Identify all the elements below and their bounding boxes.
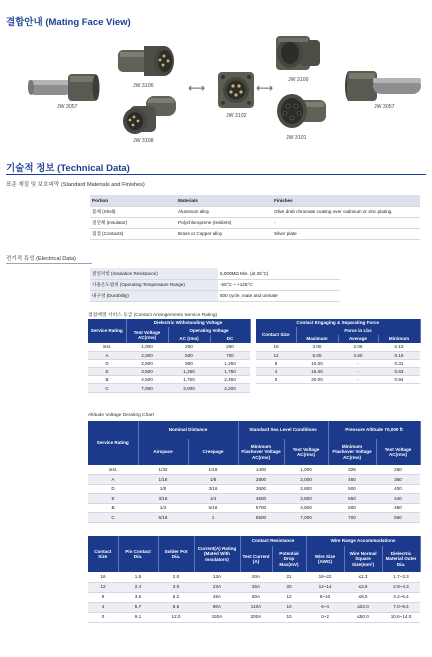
table-cell: 360 (376, 475, 420, 485)
table-cell: 23A (194, 582, 240, 592)
table-cell: 480 (376, 503, 420, 513)
table-row (88, 368, 250, 376)
table-cell: 4,500 (126, 376, 168, 384)
test-voltage-header: Test Voltage AC(rms) (284, 439, 328, 465)
table-cell: E (88, 494, 138, 504)
table-cell: 35A (240, 582, 272, 592)
table-row (90, 228, 420, 239)
table-cell: 2.0 (158, 572, 194, 582)
table-cell: 12~14 (306, 582, 344, 592)
table-cell: 4500 (238, 494, 284, 504)
table-cell: 1/16 (138, 475, 188, 485)
table-cell: 1/4 (138, 503, 188, 513)
table-cell: 8 (88, 592, 118, 602)
table-cell: 3.50 (338, 351, 378, 359)
table-cell: 절연체 (Insulator) (90, 217, 176, 228)
table-row (88, 494, 420, 504)
operating-voltage-header: Operating Voltage (168, 327, 250, 335)
table-cell: 4 (88, 602, 118, 612)
table-cell: 200A (240, 612, 272, 622)
current-rating-header: Current(A) Rating (Mated With Insulators) (194, 536, 240, 572)
contact-engaging-header: Contact Engaging & Separating Force (256, 319, 420, 327)
table-cell: 8 (256, 359, 296, 367)
table-cell: - (338, 376, 378, 384)
jw3057-left-image (28, 70, 100, 104)
table-cell: B (88, 376, 126, 384)
table-cell: 16~22 (306, 572, 344, 582)
electrical-subtitle: 전기적 특성 (Electrical Data) (6, 256, 76, 262)
table-cell: 1,000 (284, 465, 328, 475)
table-cell: 7,000 (126, 384, 168, 392)
table-header-row (88, 319, 250, 327)
table-cell: 1,750 (168, 376, 210, 384)
table-cell: 5.00 (296, 351, 338, 359)
table-cell: Olive drab chromate coating over cadmium or zinc plating. (272, 206, 420, 217)
creepage-header: Creepage (188, 439, 238, 465)
table-cell: 0.31 (378, 359, 420, 367)
potential-drop-header: Potential Drop Max(mV) (272, 546, 306, 572)
table-cell: ≤3.5 (344, 582, 382, 592)
table-cell: 3/16 (138, 494, 188, 504)
table-cell: 0.63 (378, 368, 420, 376)
table-row (256, 368, 420, 376)
table-cell: 8500 (238, 513, 284, 523)
table-cell: 1/16 (188, 465, 238, 475)
force-header: Force in Lbs (296, 327, 420, 335)
table-cell: 500 (328, 484, 376, 494)
table-cell: 절연저항 (Insulation Resistance) (90, 268, 218, 279)
tech-title: 기술적 정보 (Technical Data) (6, 163, 130, 174)
table-cell: 16 (88, 572, 118, 582)
table-cell: 5,000MΩ Min. (at 25°C) (218, 268, 340, 279)
table-cell: 46A (194, 592, 240, 602)
sea-level-header: Standard Sea Level Conditions (238, 421, 328, 439)
table-cell: 2,450 (210, 376, 250, 384)
table-cell: - (338, 368, 378, 376)
materials-table (90, 195, 420, 240)
table-cell: E (88, 368, 126, 376)
dc-header: DC (210, 335, 250, 343)
table-row (88, 582, 420, 592)
table-cell: D (88, 484, 138, 494)
table-cell: 260 (376, 465, 420, 475)
tech-title-rule (6, 174, 426, 175)
table-cell: 5.2 (158, 592, 194, 602)
table-cell: 6~4 (306, 602, 344, 612)
table-cell: 1 (188, 513, 238, 523)
table-row (88, 376, 250, 384)
airspace-header: Airspace (138, 439, 188, 465)
table-row (88, 572, 420, 582)
jw3106-label: JW 3106 (133, 83, 154, 89)
table-cell: 1,250 (168, 368, 210, 376)
table-header-row (256, 327, 420, 335)
table-row (88, 343, 250, 351)
test-voltage-header: Test Voltage AC(rms) (126, 327, 168, 343)
table-cell: 몸체 (Shell) (90, 206, 176, 217)
electrical-table (90, 268, 340, 302)
table-cell: C (88, 384, 126, 392)
table-cell: 1/8 (188, 475, 238, 485)
jw3057-right-label: JW 3057 (374, 104, 395, 110)
table-cell: 3,000 (168, 384, 210, 392)
table-cell: 450 (328, 475, 376, 485)
table-row (88, 602, 420, 612)
table-row (90, 279, 340, 290)
table-row (88, 384, 250, 392)
table-cell: 0.13 (378, 343, 420, 351)
wire-square-header: Wire Normal Square Size(mm²) (344, 546, 382, 572)
min-flashover-header: Minimum Flashover Voltage AC(rms) (328, 439, 376, 465)
table-row (256, 376, 420, 384)
table-cell: 10 (272, 612, 306, 622)
materials-header-row (90, 195, 420, 206)
jw3108-label: JW 3108 (133, 138, 154, 144)
table-cell: 10.6~14.0 (382, 612, 420, 622)
table-cell: 15.00 (296, 368, 338, 376)
table-cell: 900 (168, 359, 210, 367)
table-cell: - (338, 359, 378, 367)
double-arrow-icon: ⟷ (188, 81, 206, 95)
table-cell: 500 cycle, mate and unmate (218, 290, 340, 301)
min-flashover-header: Minimum Flashover Voltage AC(rms) (238, 439, 284, 465)
table-cell: 0~2 (306, 612, 344, 622)
table-row (88, 359, 250, 367)
table-cell: 0.94 (378, 376, 420, 384)
table-cell: inst. (88, 465, 138, 475)
table-cell: ≤8.0 (344, 592, 382, 602)
table-cell: Aluminum alloy (176, 206, 272, 217)
contact-resistance-header: Contact Resistance (240, 536, 306, 546)
table-cell: 560 (376, 513, 420, 523)
table-cell: 5/16 (138, 513, 188, 523)
contact-size-header: Contact Size (256, 327, 296, 343)
jw3100-image (270, 32, 326, 74)
table-row (88, 592, 420, 602)
table-row (88, 503, 420, 513)
table-cell: D (88, 359, 126, 367)
table-cell: A (88, 351, 126, 359)
table-row (90, 268, 340, 279)
ac-header: AC (rms) (168, 335, 210, 343)
table-cell: 60A (240, 592, 272, 602)
jw3101-label: JW 3101 (286, 135, 307, 141)
table-cell: 2,800 (284, 484, 328, 494)
table-cell: 0.19 (378, 351, 420, 359)
table-cell: 2,000 (284, 475, 328, 485)
table-cell: 110A (240, 602, 272, 612)
table-cell: C (88, 513, 138, 523)
table-row (88, 475, 420, 485)
table-row (90, 290, 340, 301)
table-cell: 20 (272, 582, 306, 592)
table-cell: 3,500 (126, 368, 168, 376)
jw3102-image (216, 70, 256, 110)
table-cell: 150A (194, 612, 240, 622)
table-cell: A (88, 475, 138, 485)
table-cell: 16 (256, 343, 296, 351)
materials-header-cell: Materials (176, 195, 272, 206)
dielectric-outer-header: Dielectric Material Outer Dia. (382, 546, 420, 572)
table-cell: 접점 (Contacts) (90, 228, 176, 239)
double-arrow-icon: ⟷ (256, 81, 274, 95)
table-cell: 4,200 (210, 384, 250, 392)
table-cell: 2.9~4.3 (382, 582, 420, 592)
table-header-row (88, 439, 420, 465)
table-cell: Silver plate (272, 228, 420, 239)
table-row (256, 359, 420, 367)
table-cell: 1400 (238, 465, 284, 475)
table-cell: 10 (272, 602, 306, 612)
jw3057-left-label: JW 3057 (57, 104, 78, 110)
table-cell: 500 (168, 351, 210, 359)
table-cell: 3600 (238, 484, 284, 494)
table-cell: Brass or Copper alloy (176, 228, 272, 239)
mating-title: 결합안내 (Mating Face View) (6, 17, 131, 28)
table-cell: 8~10 (306, 592, 344, 602)
pin-contact-header: Pin Contact Dia. (118, 536, 158, 572)
table-cell: B (88, 503, 138, 513)
table-cell: 1/4 (188, 494, 238, 504)
table-cell: 440 (376, 494, 420, 504)
materials-header-cell: Portion (90, 195, 176, 206)
table-row (88, 484, 420, 494)
table-cell: 사용온도범위 (Operating Temperature Range) (90, 279, 218, 290)
jw3108-image (120, 96, 182, 136)
table-row (88, 465, 420, 475)
service-rating-header: Service Rating (88, 319, 126, 343)
jw3102-label: JW 3102 (226, 113, 247, 119)
jw3057-right-image (343, 66, 423, 106)
table-cell: 1,250 (210, 359, 250, 367)
table-cell: 325 (328, 465, 376, 475)
table-cell: 13A (194, 572, 240, 582)
table-cell: 1.6 (118, 572, 158, 582)
contact-size-header: Contact Size (88, 536, 118, 572)
table-cell: 21 (272, 572, 306, 582)
table-cell: 4 (256, 368, 296, 376)
jw3101-image (272, 90, 328, 132)
table-header-row (88, 421, 420, 439)
force-table (256, 319, 421, 384)
table-cell: 내구성 (Durability) (90, 290, 218, 301)
table-cell: 8.5 (158, 602, 194, 612)
table-cell: 5.7 (118, 602, 158, 612)
table-row (88, 351, 250, 359)
table-cell: 1.7~3.3 (382, 572, 420, 582)
table-cell: 2,000 (126, 351, 168, 359)
table-cell: 12.0 (158, 612, 194, 622)
dielectric-header: Dielectric Withstanding Voltage (126, 319, 250, 327)
jw3106-image (118, 42, 176, 80)
materials-subtitle: 표준 재질 및 보호피막 (Standard Materials and Finishes) (6, 182, 145, 188)
altitude-title: Altitude Voltage Derating Chart (88, 413, 154, 418)
table-cell: 1/32 (138, 465, 188, 475)
table-cell: 200 (168, 343, 210, 351)
table-cell: ≤50.0 (344, 612, 382, 622)
contact-table (88, 536, 421, 623)
table-cell: - (272, 217, 420, 228)
table-cell: 80A (194, 602, 240, 612)
table-cell: 5/16 (188, 503, 238, 513)
table-cell: 12 (256, 351, 296, 359)
test-current-header: Test Current (A) (240, 546, 272, 572)
table-cell: 400 (376, 484, 420, 494)
table-cell: 4,500 (284, 503, 328, 513)
wire-range-header: Wire Range Accommodations (306, 536, 420, 546)
table-cell: 550 (328, 494, 376, 504)
table-header-row (88, 536, 420, 546)
table-cell: 12 (272, 592, 306, 602)
table-cell: 1,000 (126, 343, 168, 351)
table-cell: 3.6 (118, 592, 158, 602)
service-table (88, 319, 251, 393)
table-cell: 2.06 (338, 343, 378, 351)
table-cell: 20A (240, 572, 272, 582)
table-cell: 3/16 (188, 484, 238, 494)
table-cell: ≤1.3 (344, 572, 382, 582)
table-cell: 0 (256, 376, 296, 384)
table-cell: 1,750 (210, 368, 250, 376)
table-cell: inst. (88, 343, 126, 351)
table-cell: 3.00 (296, 343, 338, 351)
table-cell: 4.2~6.4 (382, 592, 420, 602)
table-cell: 2800 (238, 475, 284, 485)
solder-pot-header: Solder Pot Dia. (158, 536, 194, 572)
table-row (256, 343, 420, 351)
altitude-service-rating-header: Service Rating (88, 421, 138, 465)
table-cell: 2.4 (118, 582, 158, 592)
table-cell: 1/8 (138, 484, 188, 494)
table-row (90, 206, 420, 217)
table-cell: 10.00 (296, 359, 338, 367)
table-cell: Polychloroprene (resilient) (176, 217, 272, 228)
altitude-table (88, 421, 421, 523)
table-cell: 3,500 (284, 494, 328, 504)
wire-size-header: Wire Size (AWG) (306, 546, 344, 572)
table-cell: 20.00 (296, 376, 338, 384)
table-cell: 600 (328, 503, 376, 513)
table-cell: ≤22.0 (344, 602, 382, 612)
pressure-altitude-header: Pressure Altitude 70,000 ft (328, 421, 420, 439)
table-cell: -55°C ~ +125°C (218, 279, 340, 290)
electrical-rule (6, 263, 92, 264)
maximum-header: Maximum (296, 335, 338, 343)
minimum-header: Minimum (378, 335, 420, 343)
table-cell: 12 (88, 582, 118, 592)
table-cell: 7.0~9.4 (382, 602, 420, 612)
table-header-row (256, 319, 420, 327)
table-row (88, 513, 420, 523)
jw3100-label: JW 3100 (288, 77, 309, 83)
table-cell: 2,800 (126, 359, 168, 367)
table-cell: 700 (328, 513, 376, 523)
table-cell: 3.0 (158, 582, 194, 592)
table-row (90, 217, 420, 228)
table-cell: 9.1 (118, 612, 158, 622)
nominal-distance-header: Nominal Distance (138, 421, 238, 439)
test-voltage-header: Test Voltage AC(rms) (376, 439, 420, 465)
table-row (88, 612, 420, 622)
materials-header-cell: Finishes (272, 195, 420, 206)
table-cell: 5700 (238, 503, 284, 513)
table-cell: 250 (210, 343, 250, 351)
table-cell: 7,000 (284, 513, 328, 523)
average-header: Average (338, 335, 378, 343)
table-cell: 700 (210, 351, 250, 359)
table-cell: 0 (88, 612, 118, 622)
table-row (256, 351, 420, 359)
service-title: 접점배열 서비스 등급 (Contact Arrangements Service Rating) (88, 313, 218, 318)
